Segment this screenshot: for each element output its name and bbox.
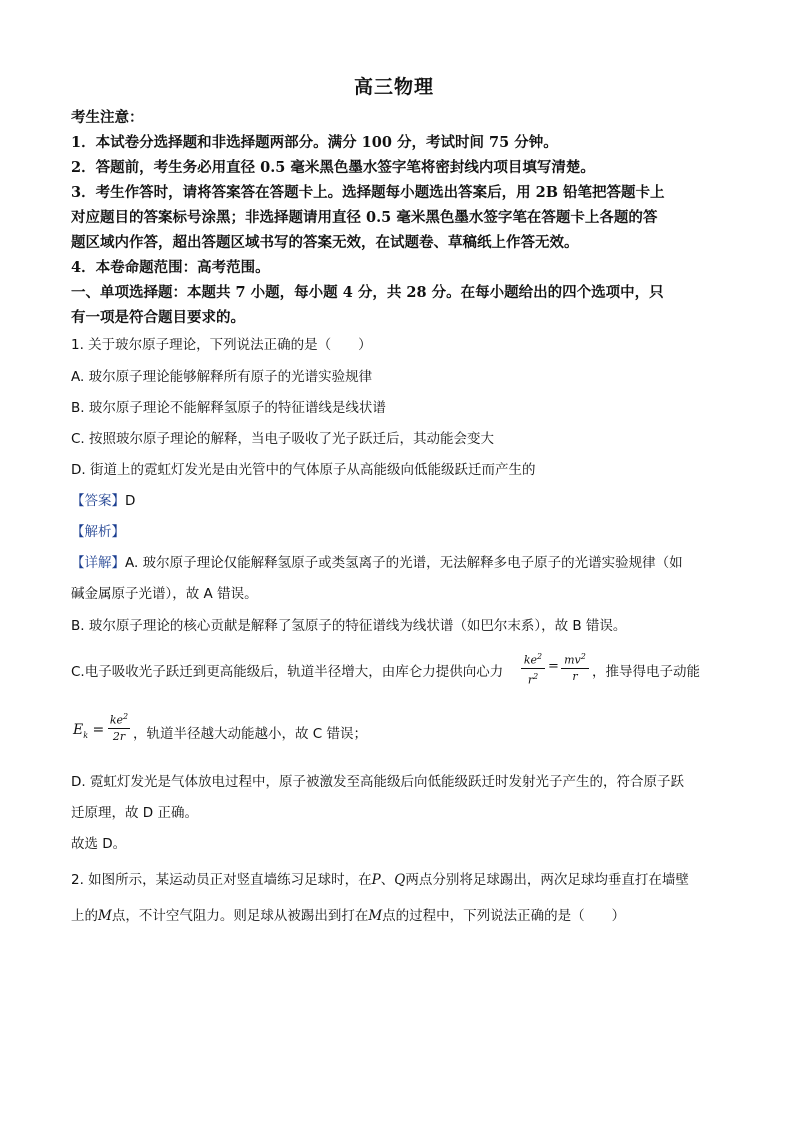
section-1-heading-line-2: 有一项是符合题目要求的。 (71, 309, 245, 326)
question-2-line-1: 2. 如图所示，某运动员正对竖直墙练习足球时，在P、Q两点分别将足球踢出，两次足球均垂直打在墙壁 (71, 872, 689, 888)
conclusion: 故选 D。 (71, 836, 127, 852)
answer-label: 【答案】 (71, 493, 125, 509)
formula-coulomb-force: $ke^2$ $r^2$ (521, 650, 545, 686)
question-1-option-b: B. 玻尔原子理论不能解释氢原子的特征谱线是线状谱 (71, 400, 386, 416)
detail-d-line-2: 迁原理，故 D 正确。 (71, 805, 198, 821)
point-m-2: M (368, 908, 383, 924)
point-q: Q (394, 872, 406, 888)
detail-c-part-3: ，轨道半径越大动能越小，故 C 错误； (133, 726, 368, 742)
page-title: 高三物理 (354, 76, 435, 98)
answer-line (71, 489, 135, 509)
question-2-line-2: 上的M点，不计空气阻力。则足球从被踢出到打在M点的过程中，下列说法正确的是（ ） (71, 908, 626, 924)
question-1-stem: 1. 关于玻尔原子理论，下列说法正确的是（ ） (71, 337, 372, 353)
detail-c-part-1: C.电子吸收光子跃迁到更高能级后，轨道半径增大，由库仑力提供向心力 (71, 664, 504, 680)
point-m: M (98, 908, 112, 924)
answer-value: D (125, 493, 136, 509)
analysis-label: 【解析】 (71, 524, 125, 540)
equals-sign: = (548, 659, 559, 674)
detail-b: B. 玻尔原子理论的核心贡献是解释了氢原子的特征谱线为线状谱（如巴尔末系），故 B 错误。 (71, 618, 627, 634)
question-1-option-a: A. 玻尔原子理论能够解释所有原子的光谱实验规律 (71, 369, 373, 385)
notice-item-3-line-2: 对应题目的答案标号涂黑；非选择题请用直径 0.5 毫米黑色墨水签字笔在答题卡上各题的答 (71, 209, 658, 226)
section-1-heading-line-1: 一、单项选择题：本题共 7 小题，每小题 4 分，共 28 分。在每小题给出的四个选项中，只 (71, 284, 664, 301)
kinetic-energy-symbol: $E_k$ = (73, 722, 105, 740)
detail-a-line-2: 碱金属原子光谱），故 A 错误。 (71, 586, 258, 602)
question-1-option-d: D. 街道上的霓虹灯发光是由光管中的气体原子从高能级向低能级跃迁而产生的 (71, 462, 536, 478)
detail-a-text: A. 玻尔原子理论仅能解释氢原子或类氢离子的光谱，无法解释多电子原子的光谱实验规律（如 (125, 555, 683, 571)
detail-d-line-1: D. 霓虹灯发光是气体放电过程中，原子被激发至高能级后向低能级跃迁时发射光子产生的，符合原子跃 (71, 774, 684, 790)
notice-heading: 考生注意： (71, 109, 144, 126)
notice-item-3-line-1: 3．考生作答时，请将答案答在答题卡上。选择题每小题选出答案后，用 2B 铅笔把答题卡上 (71, 184, 665, 201)
notice-item-1: 1．本试卷分选择题和非选择题两部分。满分 100 分，考试时间 75 分钟。 (71, 134, 558, 151)
formula-centripetal-force: $mv^2$ r (561, 650, 589, 683)
notice-item-3-line-3: 题区域内作答，超出答题区域书写的答案无效，在试题卷、草稿纸上作答无效。 (71, 234, 579, 251)
point-p: P (371, 872, 381, 888)
detail-c-part-2: ，推导得电子动能 (592, 664, 700, 680)
notice-item-4: 4．本卷命题范围：高考范围。 (71, 259, 270, 276)
question-1-option-c: C. 按照玻尔原子理论的解释，当电子吸收了光子跃迁后，其动能会变大 (71, 431, 495, 447)
detail-a-line-1: 【详解】A. 玻尔原子理论仅能解释氢原子或类氢离子的光谱，无法解释多电子原子的光谱实验规律（如 (71, 555, 683, 571)
formula-kinetic-energy: $ke^2$ 2r (109, 712, 129, 743)
notice-item-2: 2．答题前，考生务必用直径 0.5 毫米黑色墨水签字笔将密封线内项目填写清楚。 (71, 159, 595, 176)
